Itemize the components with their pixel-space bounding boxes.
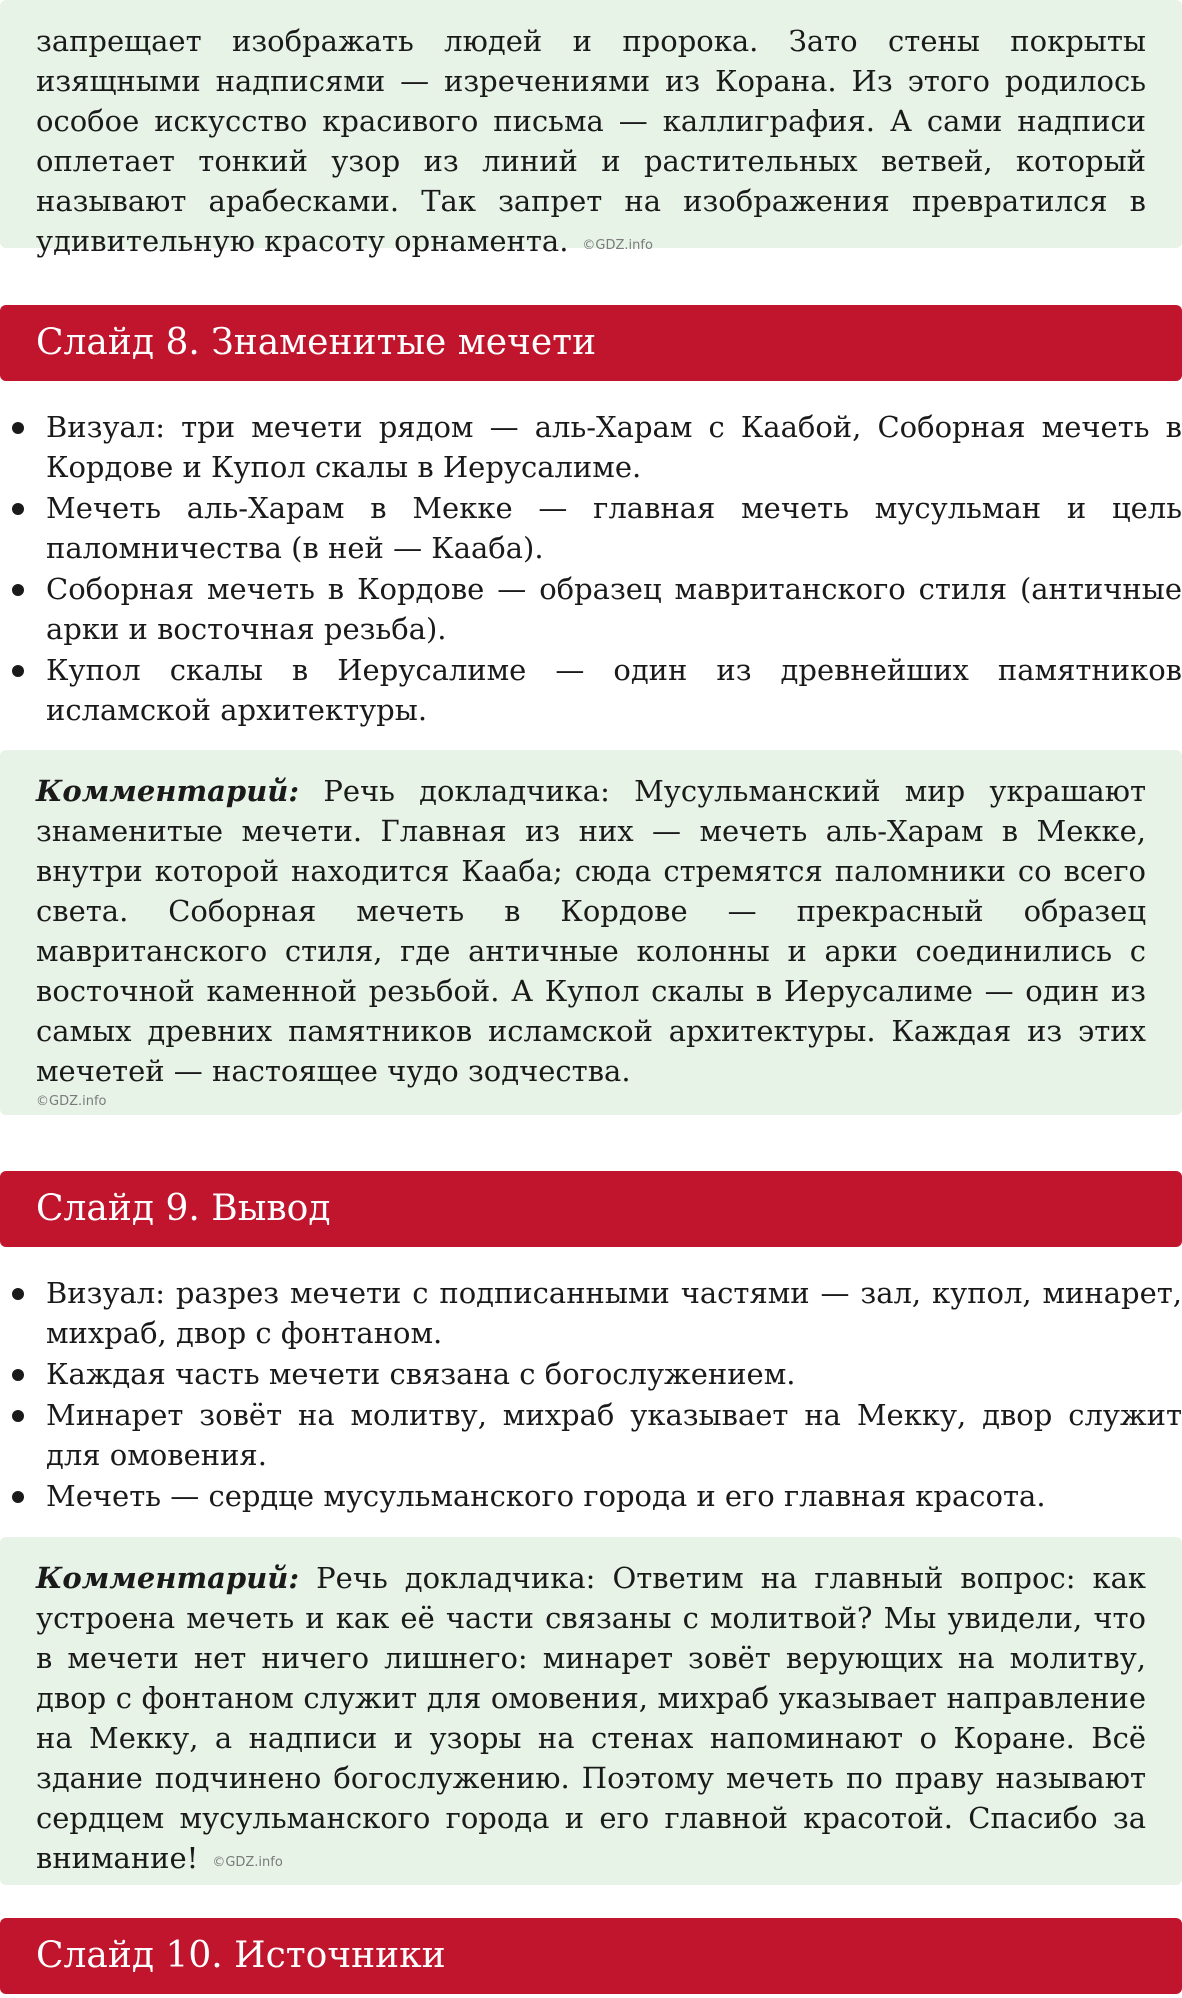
comment-box-slide-8 (0, 750, 1182, 1115)
comment-paragraph (36, 21, 1146, 266)
comment-box-slide-9 (0, 1537, 1182, 1885)
bullet-text: Купол скалы в Иерусалиме — один из древнейших памятников исламской архитектуры. (46, 653, 1182, 727)
comment-paragraph (36, 1558, 1146, 1883)
comment-label: Комментарий: (36, 774, 300, 808)
bullet-dot-icon (12, 1288, 24, 1300)
list-item (0, 1476, 1182, 1516)
comment-text: Речь докладчика: Ответим на главный вопрос: как устроена мечеть и как её части связаны с молитвой? Мы увидели, что в мечети нет ничего лишнего: минарет зовёт верующих на молитву, двор с фонтаном служит для омовения, михраб указывает направление на Мекку, а надписи и узоры на стенах напоминают о Коране. Всё здание подчинено богослужению. Поэтому мечеть по праву называют сердцем мусульманского города и его главной красотой. Спасибо за внимание! (36, 1561, 1147, 1875)
bullet-text: Каждая часть мечети связана с богослужением. (46, 1357, 796, 1391)
bullet-text: Соборная мечеть в Кордове — образец мавританского стиля (античные арки и восточная резьба). (46, 572, 1182, 646)
bullet-dot-icon (12, 584, 24, 596)
bullet-dot-icon (12, 1491, 24, 1503)
slide-10-header (0, 1918, 1182, 1994)
bullet-dot-icon (12, 422, 24, 434)
bullet-text: Мечеть — сердце мусульманского города и его главная красота. (46, 1479, 1046, 1513)
bullet-text: Минарет зовёт на молитву, михраб указывает на Мекку, двор служит для омовения. (46, 1398, 1182, 1472)
bullet-text: Визуал: три мечети рядом — аль-Харам с Каабой, Соборная мечеть в Кордове и Купол скалы в Иерусалиме. (46, 410, 1182, 484)
watermark-text: ©GDZ.info (212, 1855, 283, 1870)
slide-8-title: Слайд 8. Знаменитые мечети (36, 322, 597, 363)
list-item (0, 407, 1182, 487)
list-item (0, 650, 1182, 730)
list-item (0, 488, 1182, 568)
bullet-text: Визуал: разрез мечети с подписанными частями — зал, купол, минарет, михраб, двор с фонтаном. (46, 1276, 1182, 1350)
comment-text: запрещает изображать людей и пророка. Зато стены покрыты изящными надписями — изречениями из Корана. Из этого родилось особое искусство красивого письма — каллиграфия. А сами надписи оплетает тонкий узор из линий и растительных ветвей, который называют арабесками. Так запрет на изображения превратился в удивительную красоту орнамента. (36, 24, 1146, 258)
list-item (0, 1273, 1182, 1353)
watermark-text: ©GDZ.info (582, 238, 653, 253)
list-item (0, 1395, 1182, 1475)
slide-10-title: Слайд 10. Источники (36, 1935, 446, 1976)
slide-9-header (0, 1171, 1182, 1247)
comment-paragraph (36, 771, 1146, 1091)
slide-8-header (0, 305, 1182, 381)
bullet-dot-icon (12, 665, 24, 677)
slide-9-title: Слайд 9. Вывод (36, 1188, 331, 1229)
list-item (0, 1354, 1182, 1394)
bullet-text: Мечеть аль-Харам в Мекке — главная мечеть мусульман и цель паломничества (в ней — Кааба). (46, 491, 1182, 565)
bullet-dot-icon (12, 503, 24, 515)
list-item (0, 569, 1182, 649)
comment-label: Комментарий: (36, 1561, 300, 1595)
bullet-dot-icon (12, 1410, 24, 1422)
comment-text: Речь докладчика: Мусульманский мир украшают знаменитые мечети. Главная из них — мечеть аль-Харам в Мекке, внутри которой находится Кааба; сюда стремятся паломники со всего света. Соборная мечеть в Кордове — прекрасный образец мавританского стиля, где античные колонны и арки соединились с восточной каменной резьбой. А Купол скалы в Иерусалиме — один из самых древних памятников исламской архитектуры. Каждая из этих мечетей — настоящее чудо зодчества. (36, 774, 1146, 1088)
slide-8-bullet-list (0, 407, 1182, 731)
watermark-text: ©GDZ.info (36, 1094, 107, 1109)
comment-box-top (0, 0, 1182, 258)
slide-9-bullet-list (0, 1273, 1182, 1517)
bullet-dot-icon (12, 1369, 24, 1381)
